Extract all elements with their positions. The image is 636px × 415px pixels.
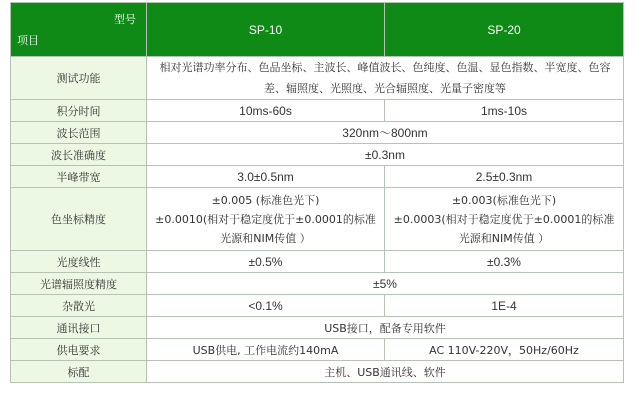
row-label: 标配 [11, 361, 147, 383]
integration-sp20: 1ms-10s [385, 100, 624, 122]
header-corner-cell [11, 3, 147, 57]
row-label: 光度线性 [11, 251, 147, 273]
row-label: 积分时间 [11, 100, 147, 122]
row-standard [11, 361, 624, 383]
power-sp10: USB供电, 工作电流约140mA [147, 339, 385, 361]
stray-light-sp20: 1E-4 [385, 295, 624, 317]
half-bandwidth-sp20: 2.5±0.3nm [385, 166, 624, 188]
chromaticity-sp10-line1: ±0.005 (标准色光下) [211, 193, 320, 207]
row-label: 波长准确度 [11, 144, 147, 166]
integration-sp10: 10ms-60s [147, 100, 385, 122]
spec-table-container [10, 2, 623, 383]
half-bandwidth-sp10: 3.0±0.5nm [147, 166, 385, 188]
interface-value: USB接口，配备专用软件 [147, 317, 624, 339]
row-label: 色坐标精度 [11, 188, 147, 251]
model-label: 型号 [114, 13, 136, 26]
row-integration [11, 100, 624, 122]
standard-value: 主机、USB通讯线、软件 [147, 361, 624, 383]
row-functions [11, 57, 624, 100]
row-wavelength-accuracy [11, 144, 624, 166]
spectral-irradiance-value: ±5% [147, 273, 624, 295]
photometric-linearity-sp20: ±0.3% [385, 251, 624, 273]
row-label: 半峰带宽 [11, 166, 147, 188]
row-label: 波长范围 [11, 122, 147, 144]
row-label: 光谱辐照度精度 [11, 273, 147, 295]
row-stray-light [11, 295, 624, 317]
chromaticity-sp10 [147, 188, 385, 251]
item-label: 项目 [17, 34, 39, 47]
photometric-linearity-sp10: ±0.5% [147, 251, 385, 273]
power-sp20: AC 110V-220V，50Hz/60Hz [385, 339, 624, 361]
row-label: 测试功能 [11, 57, 147, 100]
chromaticity-sp10-line2: ±0.0010(相对于稳定度优于±0.0001的标准光源和NIM传值 ） [155, 212, 376, 245]
wavelength-accuracy-value: ±0.3nm [147, 144, 624, 166]
row-label: 供电要求 [11, 339, 147, 361]
header-sp10: SP-10 [147, 3, 385, 57]
row-label: 通讯接口 [11, 317, 147, 339]
row-power [11, 339, 624, 361]
row-chromaticity [11, 188, 624, 251]
row-wavelength-range [11, 122, 624, 144]
row-photometric-linearity [11, 251, 624, 273]
chromaticity-sp20-line1: ±0.003(标准色光下) [451, 193, 557, 207]
functions-value: 相对光谱功率分布、色品坐标、主波长、峰值波长、色纯度、色温、显色指数、半宽度、色容差、辐照度、光照度、光合辐照度、光量子密度等 [147, 57, 624, 100]
row-label: 杂散光 [11, 295, 147, 317]
chromaticity-sp20-line2: ±0.0003(相对于稳定度优于±0.0001的标准光源和NIM传值 ） [393, 212, 615, 245]
spec-table [10, 2, 624, 383]
row-spectral-irradiance [11, 273, 624, 295]
stray-light-sp10: <0.1% [147, 295, 385, 317]
row-half-bandwidth [11, 166, 624, 188]
chromaticity-sp20 [385, 188, 624, 251]
row-interface [11, 317, 624, 339]
header-row [11, 3, 624, 57]
header-sp20: SP-20 [385, 3, 624, 57]
wavelength-range-value: 320nm～800nm [147, 122, 624, 144]
